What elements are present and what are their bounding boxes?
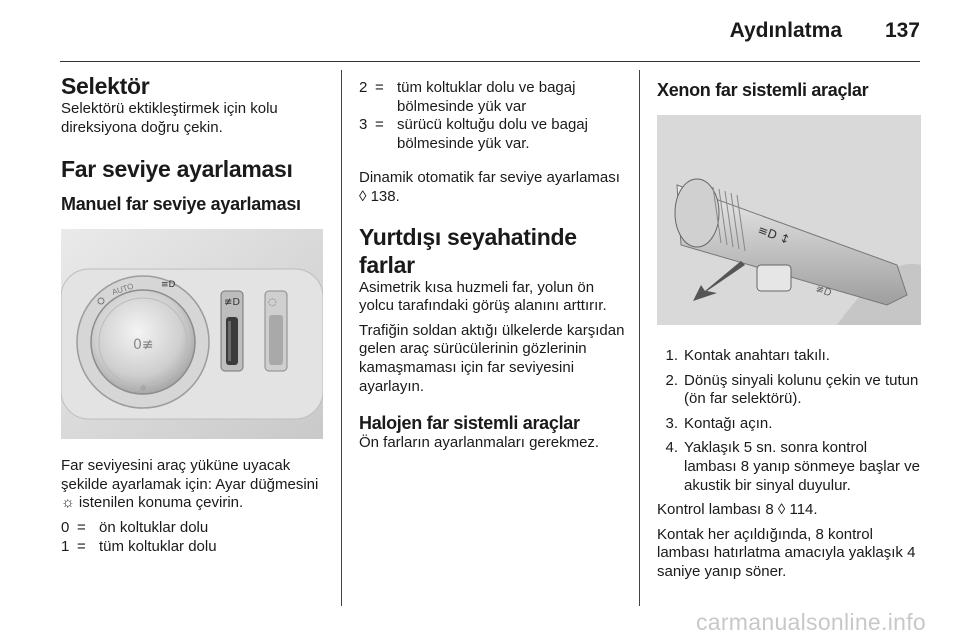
level-item: 1 = tüm koltuklar dolu bbox=[61, 537, 217, 555]
column-left bbox=[61, 72, 325, 556]
level-item: 0 = ön koltuklar dolu bbox=[61, 518, 209, 536]
svg-text:☼: ☼ bbox=[139, 384, 148, 395]
svg-text:≢D: ≢D bbox=[224, 297, 241, 309]
level-item: 3 = sürücü koltuğu dolu ve bagaj bölmesinde yük var. bbox=[359, 116, 588, 152]
heading-selector: Selektör bbox=[61, 73, 150, 99]
svg-text:≡D ↕: ≡D ↕ bbox=[755, 222, 792, 248]
levels-list bbox=[61, 519, 325, 556]
paragraph-kontrol: Kontrol lambası 8 ◊ 114. bbox=[657, 501, 818, 519]
headlight-switch-illustration bbox=[61, 229, 323, 439]
auto-label: AUTO bbox=[110, 281, 135, 298]
column-middle bbox=[359, 79, 625, 453]
list-item: 4. Yaklaşık 5 sn. sonra kontrol lambası 8 yanıp sönmeye başlar ve akustik bir sinyal duyulur. bbox=[665, 439, 920, 494]
paragraph-selector: Selektörü ektikleştirmek için kolu direksiyona doğru çekin. bbox=[61, 100, 278, 136]
stalk-figure bbox=[657, 115, 921, 325]
list-item: 2. Dönüş sinyali kolunu çekin ve tutun (ön far selektörü). bbox=[665, 371, 919, 408]
turn-signal-stalk-illustration bbox=[657, 115, 921, 325]
list-item: 1. Kontak anahtarı takılı. bbox=[665, 347, 830, 364]
column-divider bbox=[341, 70, 342, 606]
column-right bbox=[657, 79, 923, 582]
paragraph-asimetrik: Asimetrik kısa huzmeli far, yolun ön yolcu tarafındaki görüş alanını arttırır. bbox=[359, 278, 607, 315]
heading-halojen: Halojen far sistemli araçlar bbox=[359, 413, 580, 434]
header-title: Aydınlatma bbox=[729, 19, 842, 42]
steps-list bbox=[657, 347, 923, 495]
heading-xenon: Xenon far sistemli araçlar bbox=[657, 80, 869, 100]
headlight-switch-figure bbox=[61, 229, 323, 439]
levels-list-continued bbox=[359, 79, 625, 153]
header-rule bbox=[60, 61, 920, 62]
svg-text:≢D: ≢D bbox=[813, 283, 833, 300]
heading-yurtdisi: Yurtdışı seyahatinde farlar bbox=[359, 223, 577, 278]
paragraph-halojen: Ön farların ayarlanmaları gerekmez. bbox=[359, 434, 600, 452]
list-item: 3. Kontağı açın. bbox=[665, 414, 773, 432]
watermark: carmanualsonline.info bbox=[695, 609, 926, 635]
paragraph-dinamik: Dinamik otomatik far seviye ayarlaması ◊ 138. bbox=[359, 169, 620, 205]
level-item: 2 = tüm koltuklar dolu ve bagaj bölmesinde yük var bbox=[359, 79, 576, 115]
column-divider bbox=[639, 70, 640, 606]
heading-manuel: Manuel far seviye ayarlaması bbox=[61, 194, 301, 215]
paragraph-manuel: Far seviyesini araç yüküne uyacak şekilde ayarlamak için: Ayar düğmesini ☼ istenilen konuma çevirin. bbox=[61, 457, 319, 512]
svg-text:0≢: 0≢ bbox=[133, 337, 154, 354]
svg-text:◌: ◌ bbox=[268, 297, 277, 309]
paragraph-kontak: Kontak her açıldığında, 8 kontrol lambası hatırlatma amacıyla yaklaşık 4 saniye yanıp söner. bbox=[657, 525, 916, 580]
paragraph-trafik: Trafiğin soldan aktığı ülkelerde karşıdan gelen araç sürücülerinin gözlerinin kamaşmaması için far seviyesini ayarlayın. bbox=[359, 321, 625, 395]
page-number: 137 bbox=[884, 19, 920, 42]
svg-text:≡D: ≡D bbox=[161, 280, 176, 291]
heading-far-seviye: Far seviye ayarlaması bbox=[61, 156, 293, 183]
